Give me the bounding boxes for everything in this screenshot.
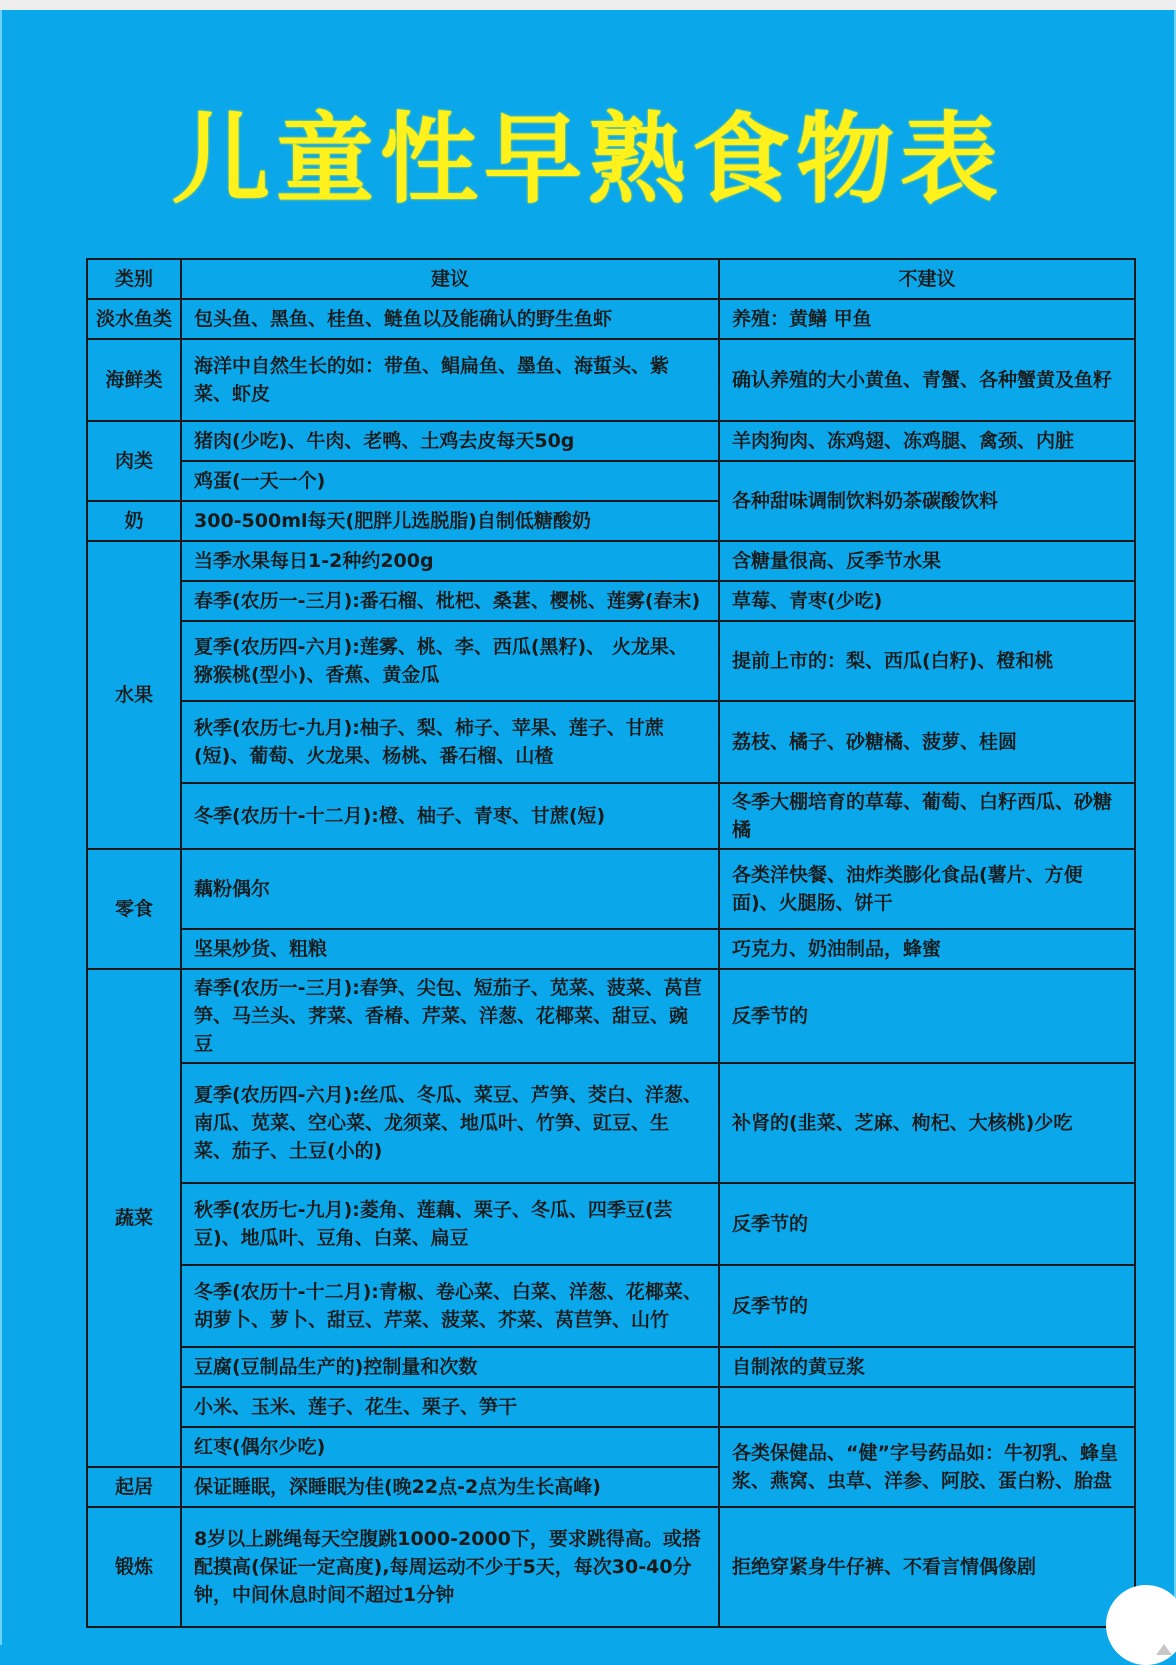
page-title: 儿童性早熟食物表	[171, 103, 1004, 217]
recommend-cell: 鸡蛋(一天一个)	[181, 461, 719, 501]
table-row	[87, 969, 1135, 1063]
top-bar	[0, 0, 1176, 10]
not-recommend-cell: 各类洋快餐、油炸类膨化食品(薯片、方便面)、火腿肠、饼干	[719, 849, 1135, 929]
not-recommend-cell: 羊肉狗肉、冻鸡翅、冻鸡腿、禽颈、内脏	[719, 421, 1135, 461]
food-table	[86, 258, 1136, 1628]
not-recommend-cell: 提前上市的：梨、西瓜(白籽)、橙和桃	[719, 621, 1135, 701]
category-vegetables: 蔬菜	[87, 969, 181, 1467]
recommend-cell: 藕粉偶尔	[181, 849, 719, 929]
recommend-cell: 冬季(农历十-十二月):橙、柚子、青枣、甘蔗(短)	[181, 783, 719, 849]
recommend-cell: 当季水果每日1-2种约200g	[181, 541, 719, 581]
table-row	[87, 1265, 1135, 1347]
table-header-row	[87, 259, 1135, 299]
not-recommend-cell: 自制浓的黄豆浆	[719, 1347, 1135, 1387]
not-recommend-cell: 荔枝、橘子、砂糖橘、菠萝、桂圆	[719, 701, 1135, 783]
not-recommend-cell	[719, 1387, 1135, 1427]
category-meat: 肉类	[87, 421, 181, 501]
category-exercise: 锻炼	[87, 1507, 181, 1627]
recommend-cell: 秋季(农历七-九月):柚子、梨、柿子、苹果、莲子、甘蔗(短)、葡萄、火龙果、杨桃、番石榴、山楂	[181, 701, 719, 783]
not-recommend-cell: 反季节的	[719, 1183, 1135, 1265]
recommend-cell: 夏季(农历四-六月):莲雾、桃、李、西瓜(黑籽)、 火龙果、猕猴桃(型小)、香蕉、黄金瓜	[181, 621, 719, 701]
not-recommend-cell: 反季节的	[719, 969, 1135, 1063]
category-snacks: 零食	[87, 849, 181, 969]
not-recommend-cell: 冬季大棚培育的草莓、葡萄、白籽西瓜、砂糖橘	[719, 783, 1135, 849]
table-row	[87, 299, 1135, 339]
recommend-cell: 猪肉(少吃)、牛肉、老鸭、土鸡去皮每天50g	[181, 421, 719, 461]
category-seafood: 海鲜类	[87, 339, 181, 421]
header-category: 类别	[87, 259, 181, 299]
header-recommend: 建议	[181, 259, 719, 299]
not-recommend-cell: 养殖：黄鳝 甲鱼	[719, 299, 1135, 339]
recommend-cell: 红枣(偶尔少吃)	[181, 1427, 719, 1467]
table-row	[87, 581, 1135, 621]
recommend-cell: 海洋中自然生长的如：带鱼、鲳扁鱼、墨鱼、海蜇头、紫菜、虾皮	[181, 339, 719, 421]
table-row	[87, 929, 1135, 969]
recommend-cell: 秋季(农历七-九月):菱角、莲藕、栗子、冬瓜、四季豆(芸豆)、地瓜叶、豆角、白菜、扁豆	[181, 1183, 719, 1265]
not-recommend-cell: 草莓、青枣(少吃)	[719, 581, 1135, 621]
table-row	[87, 1387, 1135, 1427]
recommend-cell: 春季(农历一-三月):番石榴、枇杷、桑葚、樱桃、莲雾(春末)	[181, 581, 719, 621]
table-row	[87, 1347, 1135, 1387]
table-row	[87, 1427, 1135, 1467]
table-row	[87, 1183, 1135, 1265]
not-recommend-cell: 各类保健品、“健”字号药品如：牛初乳、蜂皇浆、燕窝、虫草、洋参、阿胶、蛋白粉、胎盘	[719, 1427, 1135, 1507]
not-recommend-cell: 拒绝穿紧身牛仔裤、不看言情偶像剧	[719, 1507, 1135, 1627]
table-row	[87, 541, 1135, 581]
not-recommend-cell: 巧克力、奶油制品，蜂蜜	[719, 929, 1135, 969]
not-recommend-cell: 补肾的(韭菜、芝麻、枸杞、大核桃)少吃	[719, 1063, 1135, 1183]
recommend-cell: 包头鱼、黑鱼、桂鱼、鲢鱼以及能确认的野生鱼虾	[181, 299, 719, 339]
recommend-cell: 保证睡眠，深睡眠为佳(晚22点-2点为生长高峰)	[181, 1467, 719, 1507]
recommend-cell: 小米、玉米、莲子、花生、栗子、笋干	[181, 1387, 719, 1427]
table-row	[87, 621, 1135, 701]
recommend-cell: 300-500ml每天(肥胖儿选脱脂)自制低糖酸奶	[181, 501, 719, 541]
header-not-recommend: 不建议	[719, 259, 1135, 299]
not-recommend-cell: 反季节的	[719, 1265, 1135, 1347]
table-row	[87, 461, 1135, 501]
table-row	[87, 1507, 1135, 1627]
not-recommend-cell: 各种甜味调制饮料奶茶碳酸饮料	[719, 461, 1135, 541]
recommend-cell: 豆腐(豆制品生产的)控制量和次数	[181, 1347, 719, 1387]
table-row	[87, 1063, 1135, 1183]
table-row	[87, 421, 1135, 461]
category-milk: 奶	[87, 501, 181, 541]
recommend-cell: 冬季(农历十-十二月):青椒、卷心菜、白菜、洋葱、花椰菜、胡萝卜、萝卜、甜豆、芹菜、菠菜、芥菜、莴苣笋、山竹	[181, 1265, 719, 1347]
table-row	[87, 701, 1135, 783]
category-routine: 起居	[87, 1467, 181, 1507]
scroll-up-icon	[1156, 1644, 1172, 1655]
category-fruit: 水果	[87, 541, 181, 849]
table-row	[87, 849, 1135, 929]
scroll-up-button[interactable]	[1106, 1585, 1176, 1665]
recommend-cell: 8岁以上跳绳每天空腹跳1000-2000下，要求跳得高。或搭配摸高(保证一定高度),每周运动不少于5天，每次30-40分钟，中间休息时间不超过1分钟	[181, 1507, 719, 1627]
recommend-cell: 春季(农历一-三月):春笋、尖包、短茄子、苋菜、菠菜、莴苣笋、马兰头、荠菜、香椿、芹菜、洋葱、花椰菜、甜豆、豌豆	[181, 969, 719, 1063]
recommend-cell: 夏季(农历四-六月):丝瓜、冬瓜、菜豆、芦笋、茭白、洋葱、南瓜、苋菜、空心菜、龙须菜、地瓜叶、竹笋、豇豆、生菜、茄子、土豆(小的)	[181, 1063, 719, 1183]
table-row	[87, 339, 1135, 421]
not-recommend-cell: 确认养殖的大小黄鱼、青蟹、各种蟹黄及鱼籽	[719, 339, 1135, 421]
not-recommend-cell: 含糖量很高、反季节水果	[719, 541, 1135, 581]
category-freshwater-fish: 淡水鱼类	[87, 299, 181, 339]
recommend-cell: 坚果炒货、粗粮	[181, 929, 719, 969]
left-edge	[0, 10, 2, 1645]
table-row	[87, 783, 1135, 849]
